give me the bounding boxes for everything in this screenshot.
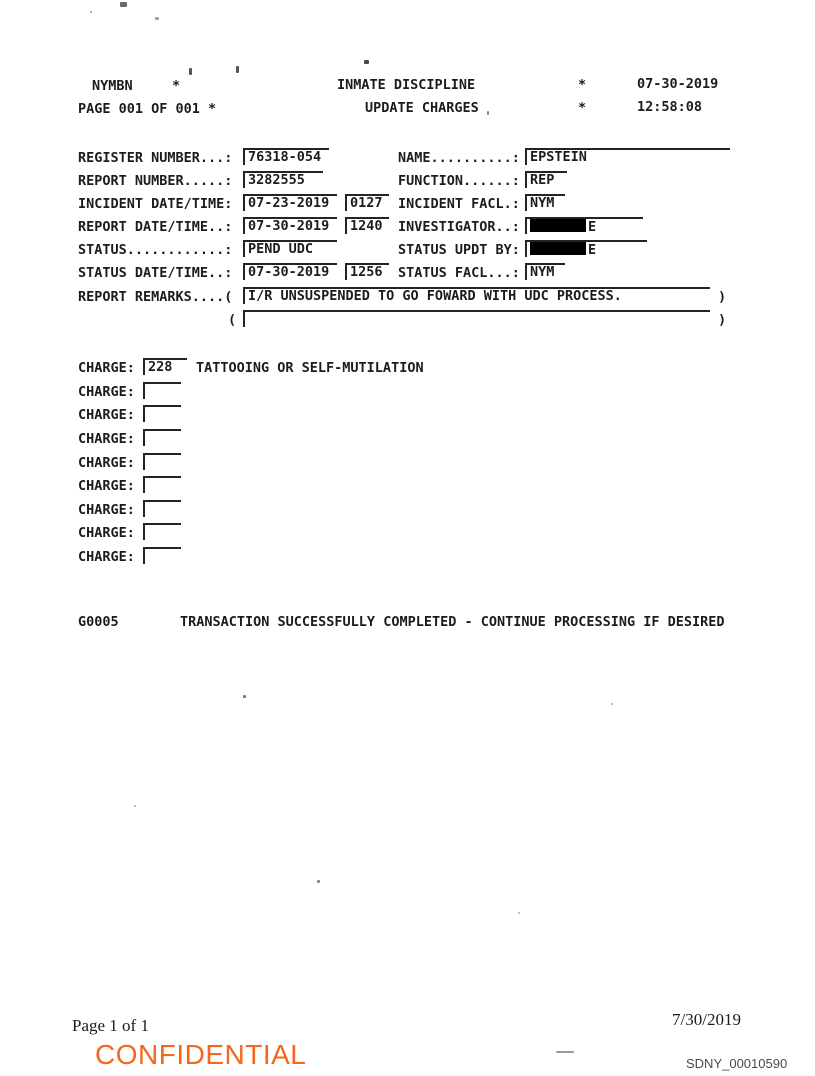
status-facl-label: STATUS FACL...: bbox=[398, 265, 520, 281]
page-info: PAGE 001 OF 001 * bbox=[78, 101, 217, 117]
scan-speck bbox=[364, 60, 369, 64]
status-updt-by-label: STATUS UPDT BY: bbox=[398, 242, 520, 258]
header-date: 07-30-2019 bbox=[637, 76, 719, 92]
scan-speck bbox=[243, 695, 246, 698]
header-star-1: * bbox=[172, 78, 181, 94]
function-label: FUNCTION......: bbox=[398, 173, 520, 189]
report-remarks-line2-field bbox=[243, 310, 710, 327]
charge-code-field bbox=[143, 547, 181, 564]
charge-code-field bbox=[143, 382, 181, 399]
scan-speck bbox=[189, 68, 192, 75]
scan-speck bbox=[236, 66, 239, 73]
charge-code-field: 228 bbox=[143, 358, 187, 375]
charge-description: TATTOOING OR SELF-MUTILATION bbox=[196, 360, 424, 376]
message-text: TRANSACTION SUCCESSFULLY COMPLETED - CONTINUE PROCESSING IF DESIRED bbox=[180, 614, 725, 630]
remarks-open-paren-2: ( bbox=[228, 312, 237, 328]
charge-code-field bbox=[143, 405, 181, 422]
charge-label: CHARGE: bbox=[78, 478, 135, 494]
incident-time-field: 0127 bbox=[345, 194, 389, 211]
terminal-id: NYMBN bbox=[92, 78, 133, 94]
charge-label: CHARGE: bbox=[78, 407, 135, 423]
confidential-stamp: CONFIDENTIAL bbox=[95, 1039, 307, 1070]
function-field: REP bbox=[525, 171, 567, 188]
name-field: EPSTEIN bbox=[525, 148, 730, 165]
report-remarks-label: REPORT REMARKS....( bbox=[78, 289, 233, 305]
charge-label: CHARGE: bbox=[78, 431, 135, 447]
charge-code-field bbox=[143, 476, 181, 493]
report-remarks-line1-field: I/R UNSUSPENDED TO GO FOWARD WITH UDC PROCESS. bbox=[243, 287, 710, 304]
status-time-field: 1256 bbox=[345, 263, 389, 280]
incident-facl-label: INCIDENT FACL.: bbox=[398, 196, 520, 212]
register-number-label: REGISTER NUMBER...: bbox=[78, 150, 233, 166]
charge-code-field bbox=[143, 429, 181, 446]
charge-code-field bbox=[143, 500, 181, 517]
report-number-field: 3282555 bbox=[243, 171, 323, 188]
incident-datetime-label: INCIDENT DATE/TIME: bbox=[78, 196, 233, 212]
incident-facl-field: NYM bbox=[525, 194, 565, 211]
report-title: INMATE DISCIPLINE bbox=[337, 77, 476, 93]
scan-speck bbox=[155, 17, 159, 20]
status-field: PEND UDC bbox=[243, 240, 337, 257]
charge-label: CHARGE: bbox=[78, 549, 135, 565]
scan-speck bbox=[90, 11, 92, 13]
report-date-field: 07-30-2019 bbox=[243, 217, 337, 234]
investigator-label: INVESTIGATOR..: bbox=[398, 219, 520, 235]
scan-speck bbox=[317, 880, 320, 883]
message-code: G0005 bbox=[78, 614, 119, 630]
charge-label: CHARGE: bbox=[78, 502, 135, 518]
scan-speck bbox=[487, 111, 489, 115]
investigator-visible-char: E bbox=[588, 219, 597, 235]
charge-code-field bbox=[143, 453, 181, 470]
status-label: STATUS............: bbox=[78, 242, 233, 258]
report-subtitle: UPDATE CHARGES bbox=[365, 100, 479, 116]
charge-code-field bbox=[143, 523, 181, 540]
charge-label: CHARGE: bbox=[78, 360, 135, 376]
status-updt-by-field bbox=[525, 240, 647, 257]
report-datetime-label: REPORT DATE/TIME..: bbox=[78, 219, 233, 235]
footer-print-date: 7/30/2019 bbox=[672, 1010, 741, 1029]
charge-label: CHARGE: bbox=[78, 525, 135, 541]
investigator-field bbox=[525, 217, 643, 234]
scan-speck bbox=[518, 912, 520, 914]
report-time-field: 1240 bbox=[345, 217, 389, 234]
report-number-label: REPORT NUMBER.....: bbox=[78, 173, 233, 189]
scan-speck bbox=[120, 2, 127, 7]
status-updt-by-visible-char: E bbox=[588, 242, 597, 258]
bates-number: SDNY_00010590 bbox=[686, 1056, 788, 1071]
redaction-box bbox=[530, 219, 586, 232]
status-datetime-label: STATUS DATE/TIME..: bbox=[78, 265, 233, 281]
status-facl-field: NYM bbox=[525, 263, 565, 280]
remarks-close-paren-1: ) bbox=[718, 289, 727, 305]
status-date-field: 07-30-2019 bbox=[243, 263, 337, 280]
header-time: 12:58:08 bbox=[637, 99, 703, 115]
register-number-field: 76318-054 bbox=[243, 148, 329, 165]
scan-speck bbox=[611, 703, 613, 705]
redaction-box bbox=[530, 242, 586, 255]
remarks-close-paren-2: ) bbox=[718, 312, 727, 328]
charge-label: CHARGE: bbox=[78, 384, 135, 400]
charge-label: CHARGE: bbox=[78, 455, 135, 471]
header-star-3: * bbox=[578, 100, 587, 116]
header-star-2: * bbox=[578, 77, 587, 93]
name-label: NAME..........: bbox=[398, 150, 520, 166]
scan-speck bbox=[134, 805, 136, 807]
scan-speck bbox=[556, 1051, 574, 1053]
incident-date-field: 07-23-2019 bbox=[243, 194, 337, 211]
footer-page-label: Page 1 of 1 bbox=[72, 1016, 149, 1035]
